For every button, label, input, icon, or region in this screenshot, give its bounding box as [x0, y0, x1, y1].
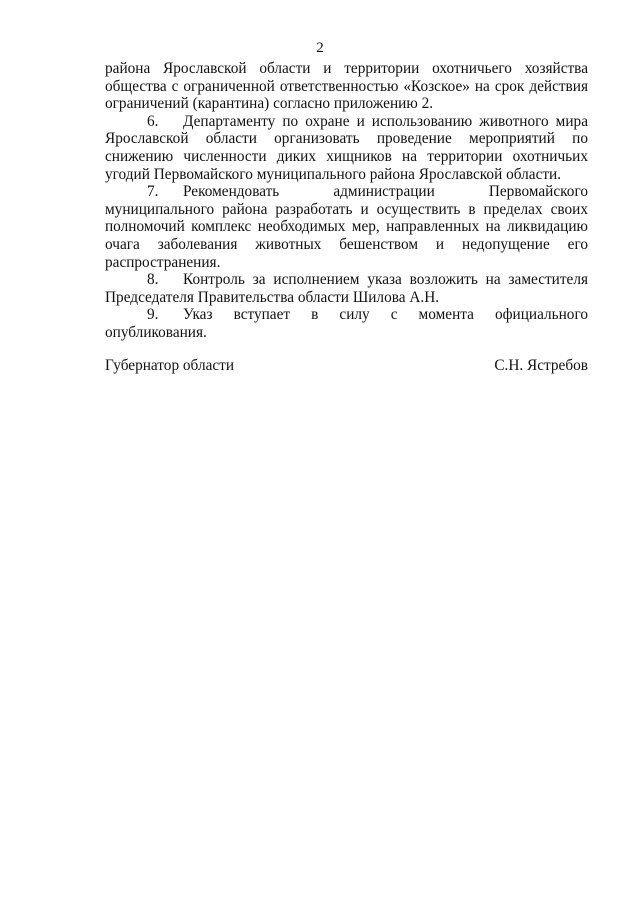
paragraph-8: [105, 271, 588, 306]
paragraph-7: [105, 183, 588, 271]
paragraph-number: 7.: [147, 183, 159, 201]
paragraph-number: 8.: [147, 271, 159, 289]
page-number: 2: [316, 40, 324, 56]
paragraph-9: [105, 306, 588, 341]
paragraph-text: района Ярославской области и территории охотничьего хозяйства общества с ограниченной ответственностью «Козское» на срок действия ограничений (карантина) согласно приложению 2.: [105, 60, 588, 113]
decree-body: [105, 60, 588, 342]
signature-block: [105, 357, 588, 375]
paragraph-text: Департаменту по охране и использованию животного мира Ярославской области организовать проведение мероприятий по снижению численности диких хищников на территории охотничьих угодий Первомайского муниципального района Ярославской области.: [105, 112, 588, 183]
paragraph-text: Указ вступает в силу с момента официального опубликования.: [105, 306, 588, 341]
paragraph-text: Рекомендовать администрации Первомайского муниципального района разработать и осуществить в пределах своих полномочий комплекс необходимых мер, направленных на ликвидацию очага заболевания животных бешенством и недопущение его распространения.: [105, 183, 588, 271]
paragraph-text: Контроль за исполнением указа возложить на заместителя Председателя Правительства области Шилова А.Н.: [105, 271, 588, 306]
signatory-name: С.Н. Ястребов: [494, 357, 588, 374]
paragraph-continuation: [105, 60, 588, 113]
signatory-position: Губернатор области: [105, 357, 235, 374]
paragraph-number: 9.: [147, 306, 159, 324]
paragraph-number: 6.: [147, 112, 159, 130]
paragraph-6: [105, 113, 588, 183]
